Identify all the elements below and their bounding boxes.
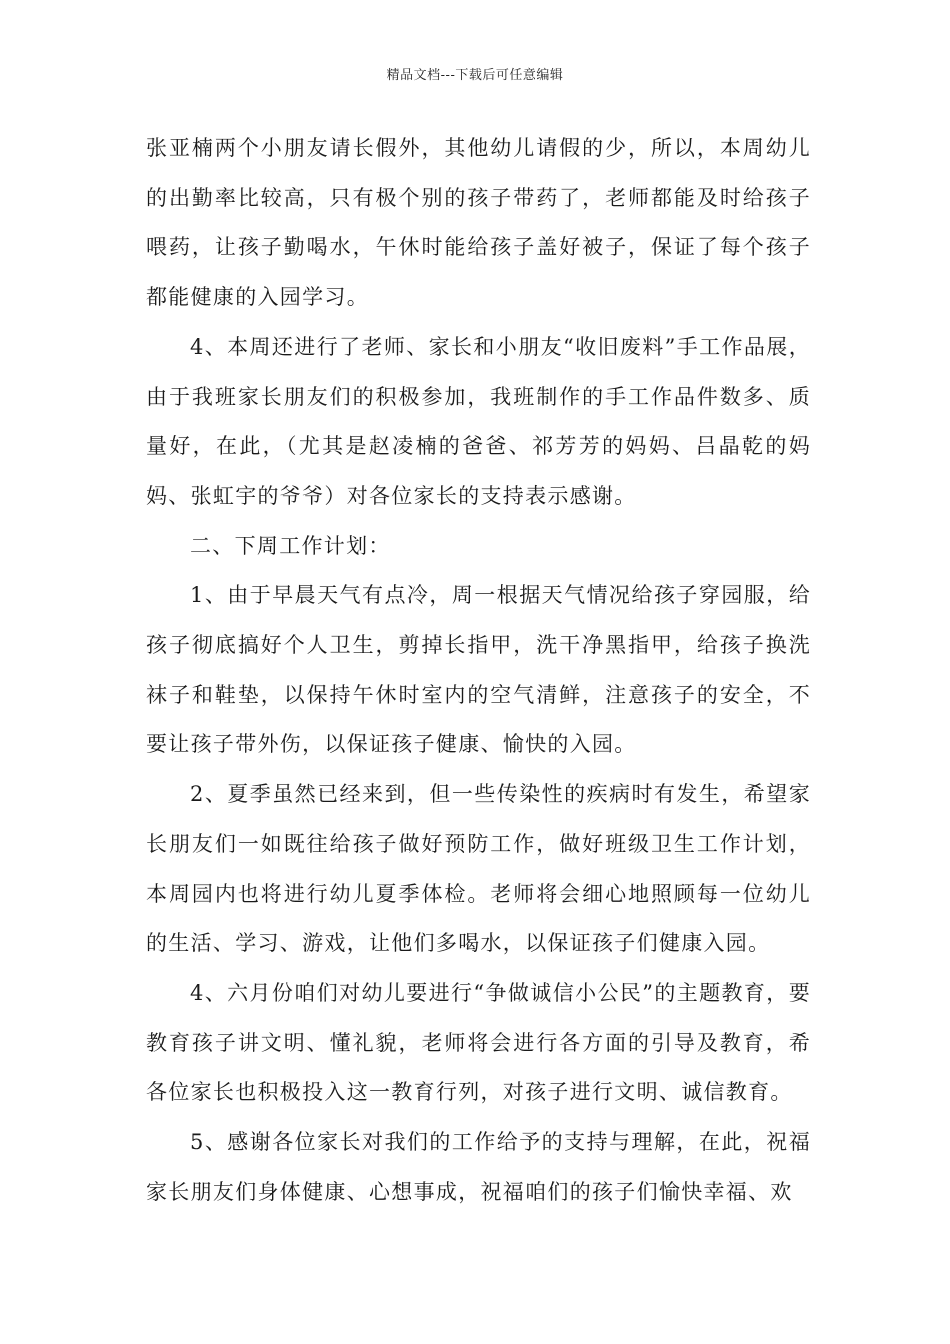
paragraph-item-5-thanks: 5、感谢各位家长对我们的工作给予的支持与理解，在此，祝福家长朋友们身体健康、心想事成，祝福咱们的孩子们愉快幸福、欢 bbox=[146, 1130, 811, 1204]
page-header: 精品文档---下载后可任意编辑 bbox=[386, 68, 564, 83]
paragraph-item-2-summer-health: 2、夏季虽然已经来到，但一些传染性的疾病时有发生，希望家长朋友们一如既往给孩子做好预防工作，做好班级卫生工作计划，本周园内也将进行幼儿夏季体检。老师将会细心地照顾每一位幼儿的生活、学习、游戏，让他们多喝水，以保证孩子们健康入园。 bbox=[146, 782, 811, 956]
paragraph-continued: 张亚楠两个小朋友请长假外，其他幼儿请假的少，所以，本周幼儿的出勤率比较高，只有极个别的孩子带药了，老师都能及时给孩子喂药，让孩子勤喝水，午休时能给孩子盖好被子，保证了每个孩子都能健康的入园学习。 bbox=[146, 136, 811, 310]
paragraph-item-4-exhibition: 4、本周还进行了老师、家长和小朋友“收旧废料”手工作品展，由于我班家长朋友们的积极参加，我班制作的手工作品件数多、质量好，在此，（尤其是赵凌楠的爸爸、祁芳芳的妈妈、吕晶乾的妈妈、张虹宇的爷爷）对各位家长的支持表示感谢。 bbox=[146, 334, 811, 508]
section-heading-next-week-plan: 二、下周工作计划： bbox=[190, 533, 391, 558]
paragraph-item-4-integrity-education: 4、六月份咱们对幼儿要进行“争做诚信小公民”的主题教育，要教育孩子讲文明、懂礼貌，老师将会进行各方面的引导及教育，希各位家长也积极投入这一教育行列，对孩子进行文明、诚信教育。 bbox=[146, 980, 811, 1105]
document-body bbox=[146, 124, 811, 1217]
paragraph-item-1-hygiene: 1、由于早晨天气有点冷，周一根据天气情况给孩子穿园服，给孩子彻底搞好个人卫生，剪掉长指甲，洗干净黑指甲，给孩子换洗袜子和鞋垫，以保持午休时室内的空气清鲜，注意孩子的安全，不要让孩子带外伤，以保证孩子健康、愉快的入园。 bbox=[146, 583, 811, 757]
